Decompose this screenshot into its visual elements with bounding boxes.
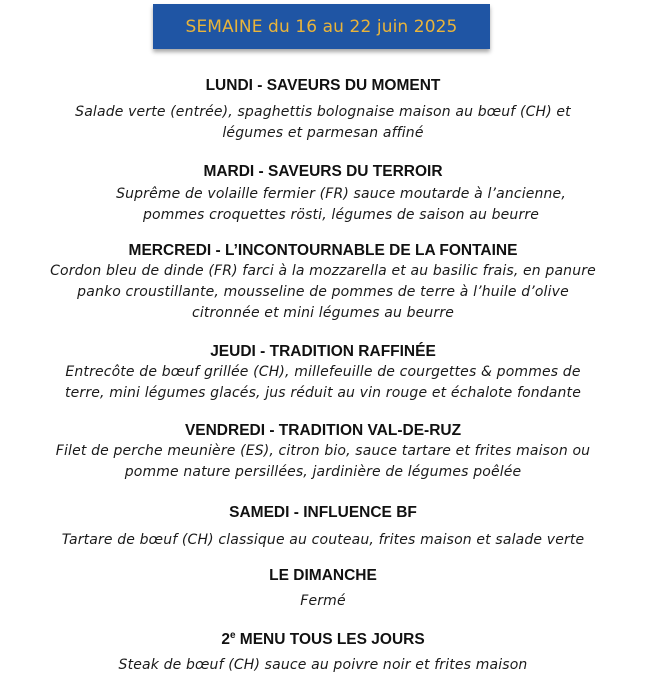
description-line: Steak de bœuf (CH) sauce au poivre noir et frites maison [118,657,528,673]
description-line: pomme nature persillées, jardinière de légumes poêlée [124,464,522,480]
description-line: Suprême de volaille fermier (FR) sauce moutarde à l’ancienne, [116,186,566,202]
day-description [0,102,646,144]
description-line: citronnée et mini légumes au beurre [191,305,455,321]
day-title: SAMEDI - INFLUENCE BF [229,504,417,521]
day-description [0,261,646,324]
day-description [0,591,646,612]
day-monday [0,76,646,144]
day-description [0,362,646,404]
day-description [0,184,646,226]
description-line: Filet de perche meunière (ES), citron bio, sauce tartare et frites maison ou [55,443,591,459]
day-title: JEUDI - TRADITION RAFFINÉE [210,343,436,360]
day-tuesday [0,162,646,226]
day-description [0,530,646,551]
description-line: terre, mini légumes glacés, jus réduit au vin rouge et échalote fondante [65,385,581,401]
description-line: pommes croquettes rösti, légumes de saison au beurre [142,207,540,223]
day-thursday [0,342,646,404]
day-description [0,441,646,483]
ordinal-superscript: e [229,629,236,641]
day-sunday [0,566,646,612]
description-line: Entrecôte de bœuf grillée (CH), millefeuille de courgettes & pommes de [65,364,581,380]
day-title: MERCREDI - L’INCONTOURNABLE DE LA FONTAINE [128,242,518,259]
description-line: légumes et parmesan affiné [222,125,424,141]
description-line: Tartare de bœuf (CH) classique au couteau, frites maison et salade verte [61,532,585,548]
day-title: LE DIMANCHE [269,567,377,584]
description-line: panko croustillante, mousseline de pommes de terre à l’huile d’olive [77,284,569,300]
description-line: Salade verte (entrée), spaghettis bolognaise maison au bœuf (CH) et [75,104,571,120]
day-description [0,655,646,676]
day-friday [0,421,646,483]
day-title: LUNDI - SAVEURS DU MOMENT [205,77,441,94]
week-title: SEMAINE du 16 au 22 juin 2025 [185,16,458,37]
menu-number: 2 [221,631,230,648]
week-banner [153,4,490,49]
description-line: Fermé [300,593,346,609]
day-wednesday [0,241,646,324]
second-menu-title-text: MENU TOUS LES JOURS [235,631,425,648]
day-saturday [0,503,646,551]
second-menu-title [0,630,646,650]
second-menu [0,630,646,676]
day-title: VENDREDI - TRADITION VAL-DE-RUZ [184,422,462,439]
description-line: Cordon bleu de dinde (FR) farci à la mozzarella et au basilic frais, en panure [50,263,596,279]
day-title: MARDI - SAVEURS DU TERROIR [203,163,443,180]
